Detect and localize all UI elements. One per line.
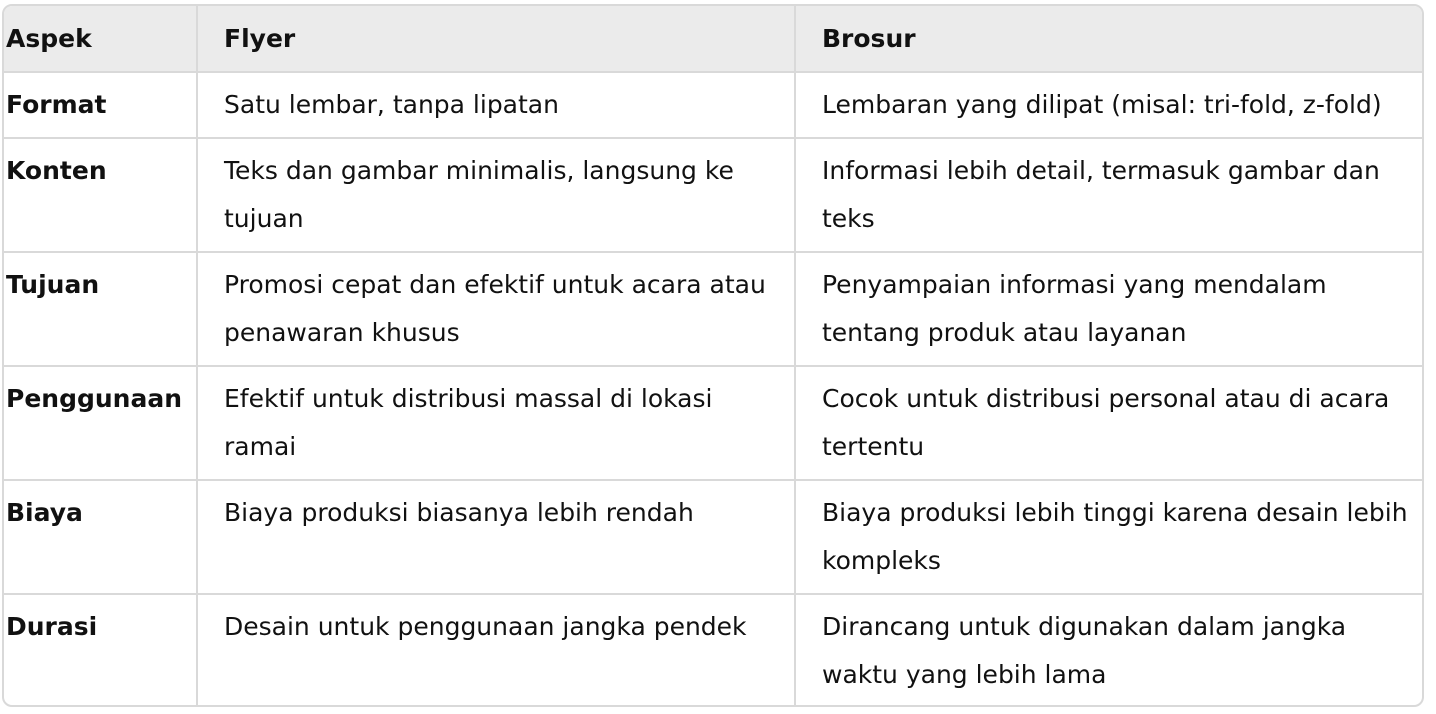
aspect-cell: Durasi [4, 594, 197, 707]
brosur-cell: Dirancang untuk digunakan dalam jangka waktu yang lebih lama [822, 612, 1347, 689]
table-row [4, 480, 1422, 594]
header-brosur: Brosur [795, 6, 1422, 72]
brosur-cell: Cocok untuk distribusi personal atau di acara tertentu [795, 366, 1422, 480]
header-aspek: Aspek [4, 6, 197, 72]
header-flyer: Flyer [197, 6, 795, 72]
table-row [4, 594, 1422, 707]
aspect-cell: Biaya [4, 480, 197, 594]
table-row [4, 252, 1422, 366]
aspect-cell: Penggunaan [4, 366, 197, 480]
header-row [4, 6, 1422, 72]
table-header [4, 6, 1422, 72]
brosur-cell: Penyampaian informasi yang mendalam tentang produk atau layanan [795, 252, 1422, 366]
flyer-cell: Promosi cepat dan efektif untuk acara atau penawaran khusus [197, 252, 795, 366]
table-row [4, 72, 1422, 138]
flyer-cell: Biaya produksi biasanya lebih rendah [197, 480, 795, 594]
comparison-table [2, 4, 1424, 707]
brosur-cell: Informasi lebih detail, termasuk gambar dan teks [795, 138, 1422, 252]
table-body [4, 72, 1422, 707]
flyer-cell: Desain untuk penggunaan jangka pendek [197, 594, 795, 707]
flyer-cell: Satu lembar, tanpa lipatan [197, 72, 795, 138]
brosur-cell: Biaya produksi lebih tinggi karena desain lebih kompleks [795, 480, 1422, 594]
brosur-cell: Lembaran yang dilipat (misal: tri-fold, z-fold) [795, 72, 1422, 138]
flyer-cell: Teks dan gambar minimalis, langsung ke tujuan [197, 138, 795, 252]
table-row [4, 138, 1422, 252]
aspect-cell: Konten [4, 138, 197, 252]
table [4, 6, 1422, 707]
flyer-cell: Efektif untuk distribusi massal di lokasi ramai [197, 366, 795, 480]
table-row [4, 366, 1422, 480]
aspect-cell: Format [4, 72, 197, 138]
aspect-cell: Tujuan [4, 252, 197, 366]
